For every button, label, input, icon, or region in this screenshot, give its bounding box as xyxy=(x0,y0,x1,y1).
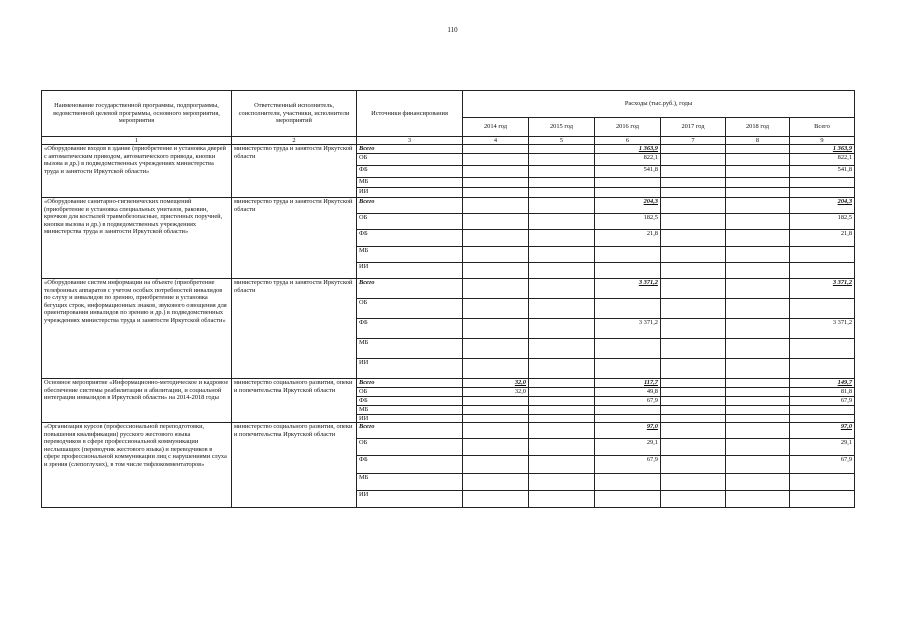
total-value-cell xyxy=(790,247,855,263)
year-value-cell xyxy=(595,474,661,491)
year-value-cell xyxy=(463,406,529,415)
year-value-cell xyxy=(661,299,726,319)
funding-source-cell: ИИ xyxy=(357,263,463,279)
budget-table xyxy=(41,90,855,508)
total-value-cell: 541,8 xyxy=(790,166,855,178)
executor-cell: министерство социального развития, опеки и попечительства Иркутской области xyxy=(232,379,357,423)
executor-cell: министерство труда и занятости Иркутской области xyxy=(232,198,357,279)
funding-source-cell: ФБ xyxy=(357,319,463,339)
year-value-cell xyxy=(529,247,595,263)
year-value-cell xyxy=(463,423,529,439)
year-value-cell xyxy=(463,247,529,263)
year-value-cell xyxy=(463,230,529,247)
year-value-cell xyxy=(661,214,726,230)
funding-source-cell: Всего xyxy=(357,423,463,439)
year-value-cell xyxy=(595,414,661,423)
funding-source-cell: Всего xyxy=(357,198,463,214)
header-executor: Ответственный исполнитель, соисполнители, участники, исполнители мероприятий xyxy=(232,91,357,137)
header-year-2018: 2018 год xyxy=(726,118,790,137)
total-value-cell xyxy=(790,491,855,508)
executor-cell: министерство труда и занятости Иркутской области xyxy=(232,279,357,379)
year-value-cell xyxy=(529,214,595,230)
funding-source-cell: МБ xyxy=(357,339,463,359)
year-value-cell: 49,8 xyxy=(595,388,661,397)
table-row xyxy=(42,279,855,299)
year-value-cell xyxy=(661,319,726,339)
year-value-cell xyxy=(661,339,726,359)
year-value-cell xyxy=(529,188,595,198)
year-value-cell xyxy=(661,198,726,214)
year-value-cell xyxy=(463,279,529,299)
year-value-cell xyxy=(726,406,790,415)
year-value-cell xyxy=(661,230,726,247)
year-value-cell xyxy=(661,406,726,415)
year-value-cell xyxy=(595,359,661,379)
year-value-cell xyxy=(726,198,790,214)
year-value-cell xyxy=(595,247,661,263)
year-value-cell xyxy=(726,230,790,247)
column-number-row xyxy=(42,137,855,145)
column-number: 9 xyxy=(790,137,855,145)
year-value-cell xyxy=(726,439,790,456)
year-value-cell xyxy=(529,491,595,508)
total-value-cell: 67,9 xyxy=(790,456,855,474)
total-value-cell xyxy=(790,299,855,319)
header-year-2017: 2017 год xyxy=(661,118,726,137)
year-value-cell: 32,0 xyxy=(463,388,529,397)
year-value-cell xyxy=(726,166,790,178)
column-number: 3 xyxy=(357,137,463,145)
year-value-cell: 182,5 xyxy=(595,214,661,230)
year-value-cell xyxy=(529,388,595,397)
year-value-cell xyxy=(463,339,529,359)
funding-source-cell: ФБ xyxy=(357,166,463,178)
year-value-cell xyxy=(529,339,595,359)
year-value-cell xyxy=(726,214,790,230)
funding-source-cell: МБ xyxy=(357,247,463,263)
header-year-2016: 2016 год xyxy=(595,118,661,137)
year-value-cell: 541,8 xyxy=(595,166,661,178)
header-program: Наименование государственной программы, подпрограммы, ведомственной целевой программы, основного мероприятия, мероприятия xyxy=(42,91,232,137)
year-value-cell xyxy=(463,188,529,198)
year-value-cell xyxy=(595,491,661,508)
year-value-cell xyxy=(595,263,661,279)
header-total: Всего xyxy=(790,118,855,137)
total-value-cell: 21,8 xyxy=(790,230,855,247)
header-year-2014: 2014 год xyxy=(463,118,529,137)
total-value-cell xyxy=(790,188,855,198)
year-value-cell xyxy=(463,319,529,339)
year-value-cell: 21,8 xyxy=(595,230,661,247)
total-value-cell xyxy=(790,406,855,415)
total-value-cell xyxy=(790,263,855,279)
year-value-cell xyxy=(661,423,726,439)
total-value-cell: 822,1 xyxy=(790,154,855,166)
year-value-cell xyxy=(529,230,595,247)
year-value-cell xyxy=(529,178,595,188)
header-year-2015: 2015 год xyxy=(529,118,595,137)
year-value-cell xyxy=(661,414,726,423)
year-value-cell xyxy=(726,319,790,339)
measure-name-cell: Основное мероприятие «Информационно-методическое и кадровое обеспечение системы реабилитации и абилитации, и социальной интеграции инвалидов в Иркутской области» на 2014-2018 годы xyxy=(42,379,232,423)
year-value-cell xyxy=(529,439,595,456)
header-expenses: Расходы (тыс.руб.), годы xyxy=(463,91,855,118)
year-value-cell xyxy=(529,379,595,388)
year-value-cell xyxy=(529,154,595,166)
total-value-cell: 29,1 xyxy=(790,439,855,456)
year-value-cell xyxy=(661,491,726,508)
year-value-cell xyxy=(529,166,595,178)
funding-source-cell: МБ xyxy=(357,406,463,415)
year-value-cell xyxy=(726,359,790,379)
year-value-cell xyxy=(661,359,726,379)
year-value-cell xyxy=(463,214,529,230)
page-number: 110 xyxy=(447,26,458,34)
year-value-cell: 117,7 xyxy=(595,379,661,388)
total-value-cell xyxy=(790,474,855,491)
year-value-cell xyxy=(463,456,529,474)
total-value-cell: 97,0 xyxy=(790,423,855,439)
executor-cell: министерство труда и занятости Иркутской области xyxy=(232,145,357,198)
year-value-cell xyxy=(463,439,529,456)
funding-source-cell: ИИ xyxy=(357,414,463,423)
column-number: 2 xyxy=(232,137,357,145)
funding-source-cell: ОБ xyxy=(357,299,463,319)
year-value-cell xyxy=(726,263,790,279)
year-value-cell xyxy=(661,388,726,397)
column-number: 1 xyxy=(42,137,232,145)
total-value-cell xyxy=(790,359,855,379)
year-value-cell: 822,1 xyxy=(595,154,661,166)
year-value-cell xyxy=(595,339,661,359)
year-value-cell xyxy=(463,198,529,214)
year-value-cell xyxy=(463,491,529,508)
year-value-cell: 29,1 xyxy=(595,439,661,456)
year-value-cell xyxy=(595,188,661,198)
year-value-cell xyxy=(529,263,595,279)
total-value-cell: 1 363,9 xyxy=(790,145,855,154)
year-value-cell xyxy=(726,414,790,423)
funding-source-cell: ИИ xyxy=(357,491,463,508)
year-value-cell: 204,3 xyxy=(595,198,661,214)
year-value-cell xyxy=(463,154,529,166)
year-value-cell xyxy=(661,178,726,188)
year-value-cell xyxy=(595,299,661,319)
column-number: 6 xyxy=(595,137,661,145)
total-value-cell: 81,8 xyxy=(790,388,855,397)
year-value-cell xyxy=(529,145,595,154)
year-value-cell xyxy=(529,299,595,319)
column-number: 5 xyxy=(529,137,595,145)
year-value-cell xyxy=(463,397,529,406)
year-value-cell xyxy=(726,145,790,154)
year-value-cell xyxy=(595,406,661,415)
year-value-cell xyxy=(661,474,726,491)
year-value-cell xyxy=(661,397,726,406)
year-value-cell xyxy=(463,474,529,491)
year-value-cell xyxy=(529,423,595,439)
year-value-cell xyxy=(726,299,790,319)
measure-name-cell: «Оборудование систем информации на объекте (приобретение телефонных аппаратов с учетом особых потребностей инвалидов по слуху и инвалидов по зрению, приобретение и установка бегущих строк, информационных знаков, звукового озвощения для ориентирования инвалидов по зрению и др.) в подведомственных учреждениях министерства труда и занятости Иркутской области» xyxy=(42,279,232,379)
funding-source-cell: ОБ xyxy=(357,214,463,230)
year-value-cell xyxy=(463,299,529,319)
year-value-cell xyxy=(661,263,726,279)
year-value-cell xyxy=(726,388,790,397)
year-value-cell xyxy=(529,198,595,214)
total-value-cell xyxy=(790,339,855,359)
year-value-cell xyxy=(529,359,595,379)
year-value-cell xyxy=(529,474,595,491)
total-value-cell: 3 371,2 xyxy=(790,319,855,339)
column-number: 4 xyxy=(463,137,529,145)
year-value-cell xyxy=(726,474,790,491)
year-value-cell xyxy=(726,178,790,188)
year-value-cell: 3 371,2 xyxy=(595,279,661,299)
year-value-cell xyxy=(661,154,726,166)
funding-source-cell: ФБ xyxy=(357,397,463,406)
year-value-cell xyxy=(661,145,726,154)
table-row xyxy=(42,379,855,388)
year-value-cell xyxy=(726,379,790,388)
measure-name-cell: «Организация курсов (профессиональной переподготовки, повышения квалификации) русского жестового языка переводчиков в сфере профессиональной коммуникации неслышащих (переводчик жестового языка) и переводчиков в сфере профессиональной коммуникации лиц с нарушениями слуха и зрения (слепоглухих), в том числе тифлокомментаторов» xyxy=(42,423,232,508)
total-value-cell: 204,3 xyxy=(790,198,855,214)
year-value-cell xyxy=(661,439,726,456)
table-row xyxy=(42,423,855,439)
funding-source-cell: ОБ xyxy=(357,439,463,456)
total-value-cell: 149,7 xyxy=(790,379,855,388)
total-value-cell: 3 371,2 xyxy=(790,279,855,299)
year-value-cell xyxy=(529,397,595,406)
year-value-cell xyxy=(529,319,595,339)
measure-name-cell: «Оборудование санитарно-гигиенических помещений (приобретение и установка специальных унитазов, раковин, крючков для костылей травмобезопасные, пристенных поручней, кнопки вызова и др.) в подведомственных учреждениях министерства труда и занятости Иркутской области» xyxy=(42,198,232,279)
year-value-cell xyxy=(661,188,726,198)
column-number: 7 xyxy=(661,137,726,145)
funding-source-cell: ОБ xyxy=(357,388,463,397)
year-value-cell xyxy=(726,423,790,439)
column-number: 8 xyxy=(726,137,790,145)
year-value-cell xyxy=(726,456,790,474)
year-value-cell xyxy=(726,188,790,198)
table-body xyxy=(42,145,855,508)
funding-source-cell: ФБ xyxy=(357,230,463,247)
funding-source-cell: Всего xyxy=(357,279,463,299)
year-value-cell: 3 371,2 xyxy=(595,319,661,339)
total-value-cell: 67,9 xyxy=(790,397,855,406)
header-source: Источники финансирования xyxy=(357,91,463,137)
year-value-cell xyxy=(661,279,726,299)
year-value-cell: 1 363,9 xyxy=(595,145,661,154)
year-value-cell xyxy=(529,414,595,423)
total-value-cell: 182,5 xyxy=(790,214,855,230)
funding-source-cell: Всего xyxy=(357,145,463,154)
total-value-cell xyxy=(790,414,855,423)
funding-source-cell: Всего xyxy=(357,379,463,388)
table-row xyxy=(42,145,855,154)
executor-cell: министерство социального развития, опеки и попечительства Иркутской области xyxy=(232,423,357,508)
funding-source-cell: МБ xyxy=(357,474,463,491)
year-value-cell xyxy=(463,178,529,188)
year-value-cell xyxy=(661,456,726,474)
measure-name-cell: «Оборудование входов в здание (приобретение и установка дверей с автоматическим приводом, автоматического привода, кнопки вызова и др.) в подведомственных учреждениях министерства труда и занятости Иркутской области» xyxy=(42,145,232,198)
year-value-cell xyxy=(661,379,726,388)
year-value-cell xyxy=(661,166,726,178)
year-value-cell xyxy=(726,397,790,406)
funding-source-cell: ОБ xyxy=(357,154,463,166)
funding-source-cell: ФБ xyxy=(357,456,463,474)
year-value-cell xyxy=(529,456,595,474)
year-value-cell xyxy=(463,359,529,379)
funding-source-cell: МБ xyxy=(357,178,463,188)
total-value-cell xyxy=(790,178,855,188)
year-value-cell xyxy=(726,279,790,299)
year-value-cell xyxy=(726,339,790,359)
year-value-cell: 67,9 xyxy=(595,397,661,406)
funding-source-cell: ИИ xyxy=(357,188,463,198)
year-value-cell xyxy=(726,247,790,263)
year-value-cell xyxy=(463,414,529,423)
year-value-cell xyxy=(529,406,595,415)
year-value-cell: 67,9 xyxy=(595,456,661,474)
year-value-cell xyxy=(463,145,529,154)
year-value-cell: 32,0 xyxy=(463,379,529,388)
year-value-cell xyxy=(529,279,595,299)
funding-source-cell: ИИ xyxy=(357,359,463,379)
year-value-cell xyxy=(595,178,661,188)
year-value-cell xyxy=(463,263,529,279)
year-value-cell xyxy=(463,166,529,178)
year-value-cell: 97,0 xyxy=(595,423,661,439)
year-value-cell xyxy=(726,154,790,166)
table-row xyxy=(42,198,855,214)
year-value-cell xyxy=(661,247,726,263)
year-value-cell xyxy=(726,491,790,508)
